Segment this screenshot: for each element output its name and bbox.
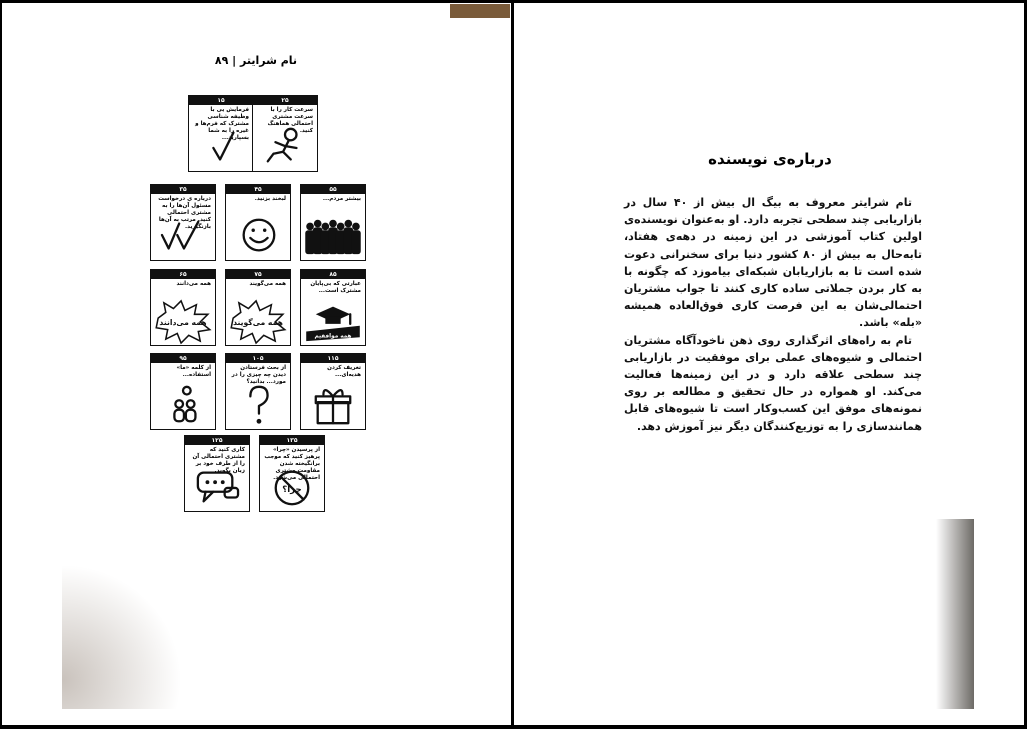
- double-check-icon: [151, 214, 215, 258]
- rule-card: [300, 184, 366, 261]
- paragraph: تام به راه‌های اثرگذاری روی ذهن ناخودآگاه مشتریان احتمالی و شیوه‌های عملی برای موفقیت در بازاریابی چند سطحی علاقه دارد و در این زمینه‌ها فعالیت می‌کند. او همواره در حال تحقیق و مطالعه بر روی نمونه‌های موفق این کسب‌وکار است تا شیوه‌های قابل همانندسازی را به توزیع‌کنندگان دیگر نیز آموزش دهد.: [624, 333, 922, 433]
- rule-card: [188, 95, 254, 172]
- rule-card: [225, 269, 291, 346]
- gift-icon: [301, 383, 365, 427]
- left-page: [62, 4, 450, 704]
- card-text: همه می‌گویند: [249, 281, 286, 287]
- svg-text:همه موافقیم: همه موافقیم: [314, 333, 352, 340]
- card-number: ۶۵: [151, 270, 215, 279]
- card-text: عبارتی که بی‌پایان مشترک است...: [310, 281, 361, 294]
- rule-card: [300, 353, 366, 430]
- card-number: ۱۱۵: [301, 354, 365, 363]
- card-text: از بحث فرستادن دیدن چه چیزی را در مورد... بدانید؟: [231, 365, 286, 385]
- page-divider: [511, 0, 514, 729]
- page-shadow: [936, 519, 974, 709]
- right-page: [566, 4, 974, 704]
- body-text: [624, 194, 922, 435]
- card-number: ۱۲۵: [185, 436, 249, 445]
- rule-card: [150, 184, 216, 261]
- people-icon: [151, 383, 215, 427]
- rule-card: [150, 269, 216, 346]
- corner-tab-left: [450, 4, 510, 18]
- page-shadow: [62, 564, 182, 709]
- card-number: ۱۰۵: [226, 354, 290, 363]
- card-text: کاری کنید که مشتری احتمالی آن را از طرف خود بر زبان بگوید.: [192, 447, 245, 474]
- card-number: ۷۵: [226, 270, 290, 279]
- card-number: ۲۵: [253, 96, 317, 105]
- card-text: سرعت کار را با سرعت مشتری احتمالی هماهنگ کنید.: [267, 107, 313, 134]
- crowd-icon: [301, 214, 365, 258]
- card-number: ۴۵: [226, 185, 290, 194]
- question-icon: [226, 383, 290, 427]
- rule-card: [259, 435, 325, 512]
- card-text: از کلمه «ما» استفاده...: [176, 365, 211, 378]
- rule-card: [150, 353, 216, 430]
- card-text: لبخند بزنید.: [254, 196, 286, 202]
- paragraph: تام شرایتر معروف به بیگ ال بیش از ۴۰ سال در بازاریابی چند سطحی تجربه دارد. او به‌عنوان نویسنده‌ی اولین کتاب آموزشی در این زمینه در دهه‌ی هفتاد، تابه‌حال به بیش از ۸۰ کشور دنیا برای سخنرانی دعوت شده است تا به بازاریابان شبکه‌ای بیاموزد که چگونه با به کار بردن جملاتی ساده کاری کنند تا جواب مشتریان احتمالی‌شان به این فرصت کاری فوق‌العاده همیشه «بله» باشد.: [624, 196, 922, 330]
- running-head: نام شرایتر | ۸۹: [214, 54, 298, 67]
- burst-icon: [226, 299, 290, 343]
- card-text: بیشتر مردم...: [322, 196, 361, 202]
- card-number: ۸۵: [301, 270, 365, 279]
- rule-card: [300, 269, 366, 346]
- check-icon: [189, 125, 253, 169]
- graduation-icon: [301, 299, 365, 343]
- card-text: درباره ی درخواست مسئول آن‌ها را به مشتری احتمالی کنید. مرتب به آن‌ها بازنگیرید.: [158, 196, 211, 230]
- rule-card: [225, 353, 291, 430]
- card-text: فرمایش یی با وظیفه شناسی مشترک که فرم‌ها و غیره را به شما بسپارید...: [195, 107, 249, 141]
- card-number: ۱۵: [189, 96, 253, 105]
- frame-left: [0, 0, 2, 729]
- speech-icon: [185, 465, 249, 509]
- card-number: ۱۳۵: [260, 436, 324, 445]
- svg-text:همه می‌گویند: همه می‌گویند: [233, 317, 283, 327]
- card-text: تعریف کردن هدیه‌ای...: [327, 365, 361, 378]
- rule-card: [225, 184, 291, 261]
- smiley-icon: [226, 214, 290, 258]
- card-text: از پرسیدن «چرا» پرهیز کنید که موجب برانگیخته شدن مقاومت مشتری احتمالی می‌شود.: [264, 447, 320, 481]
- rule-card: [184, 435, 250, 512]
- card-text: همه می‌دانند: [176, 281, 211, 287]
- no-why-icon: [260, 465, 324, 509]
- burst-icon: [151, 299, 215, 343]
- svg-text:چرا؟: چرا؟: [282, 484, 302, 495]
- svg-text:همه می‌دانند: همه می‌دانند: [159, 317, 207, 327]
- card-number: ۳۵: [151, 185, 215, 194]
- card-number: ۵۵: [301, 185, 365, 194]
- runner-icon: [253, 125, 317, 169]
- page-title: درباره‌ی نویسنده: [708, 150, 832, 168]
- rule-card: [252, 95, 318, 172]
- card-number: ۹۵: [151, 354, 215, 363]
